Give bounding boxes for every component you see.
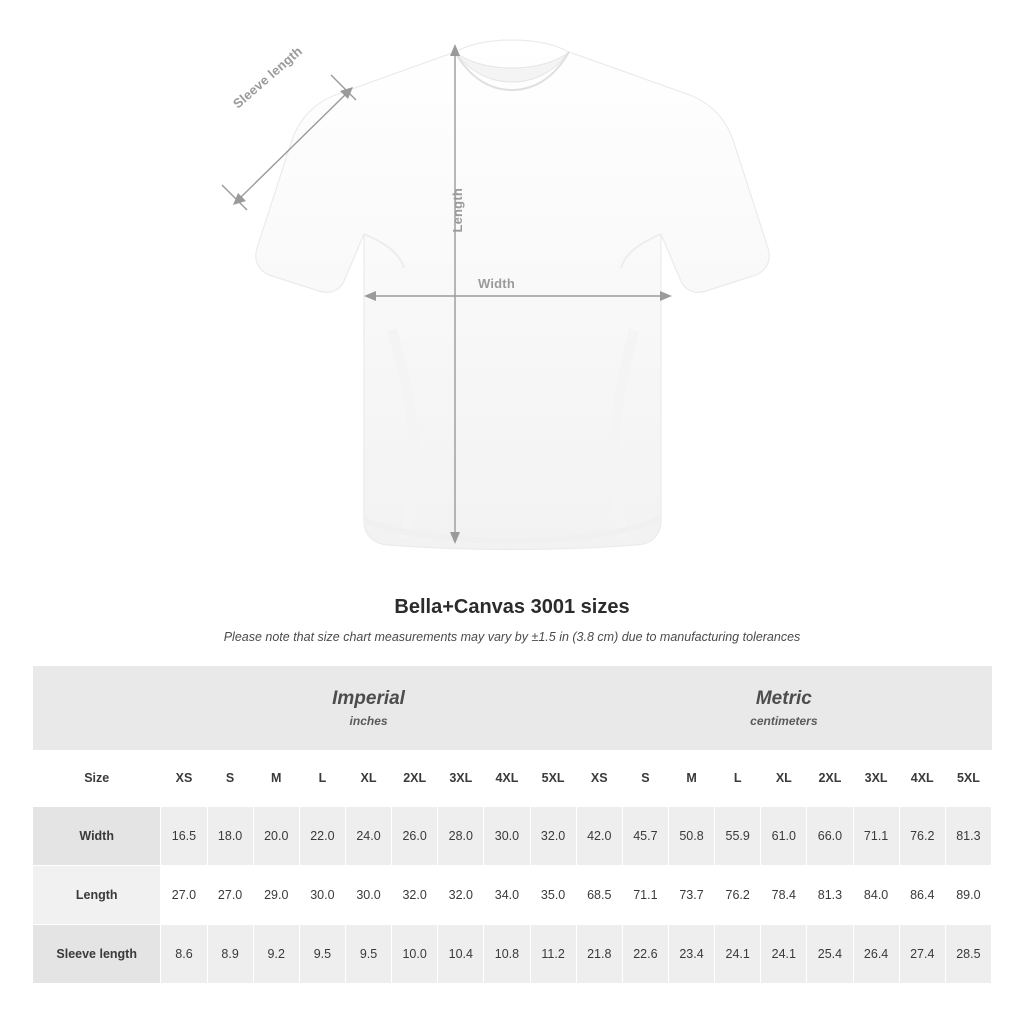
cell-width-metric-l: 55.9 <box>715 806 761 865</box>
unit-group-imperial-name: Imperial <box>332 688 405 710</box>
row-label-length: Length <box>33 865 161 924</box>
cell-length-imperial-xl: 30.0 <box>345 865 391 924</box>
cell-width-imperial-3xl: 28.0 <box>438 806 484 865</box>
cell-width-metric-xl: 61.0 <box>761 806 807 865</box>
table-row <box>33 924 992 983</box>
size-corner-label: Size <box>33 750 161 806</box>
cell-sleeve-length-metric-4xl: 27.4 <box>899 924 945 983</box>
size-header-imperial-l: L <box>299 750 345 806</box>
cell-length-metric-3xl: 84.0 <box>853 865 899 924</box>
cell-length-metric-5xl: 89.0 <box>945 865 991 924</box>
cell-sleeve-length-imperial-2xl: 10.0 <box>392 924 438 983</box>
cell-length-metric-xl: 78.4 <box>761 865 807 924</box>
table-row <box>33 806 992 865</box>
size-header-imperial-3xl: 3XL <box>438 750 484 806</box>
size-header-row <box>33 750 992 806</box>
cell-width-metric-5xl: 81.3 <box>945 806 991 865</box>
cell-sleeve-length-metric-l: 24.1 <box>715 924 761 983</box>
unit-corner-cell <box>33 666 161 750</box>
cell-width-imperial-4xl: 30.0 <box>484 806 530 865</box>
size-header-metric-xl: XL <box>761 750 807 806</box>
cell-width-metric-3xl: 71.1 <box>853 806 899 865</box>
unit-group-metric <box>576 666 991 750</box>
sleeve-length-dimension-label: Sleeve length <box>230 43 306 112</box>
cell-length-imperial-l: 30.0 <box>299 865 345 924</box>
unit-group-metric-name: Metric <box>755 688 812 710</box>
cell-length-imperial-3xl: 32.0 <box>438 865 484 924</box>
page-title: Bella+Canvas 3001 sizes <box>394 596 630 618</box>
size-header-metric-xs: XS <box>576 750 622 806</box>
size-header-imperial-m: M <box>253 750 299 806</box>
cell-width-imperial-2xl: 26.0 <box>392 806 438 865</box>
size-table-wrap <box>32 666 992 984</box>
cell-length-imperial-s: 27.0 <box>207 865 253 924</box>
length-dimension-label: Length <box>450 188 465 233</box>
cell-sleeve-length-metric-s: 22.6 <box>622 924 668 983</box>
width-arrow-head-right <box>660 291 672 301</box>
size-header-metric-2xl: 2XL <box>807 750 853 806</box>
cell-length-imperial-xs: 27.0 <box>161 865 207 924</box>
size-header-metric-4xl: 4XL <box>899 750 945 806</box>
cell-length-imperial-5xl: 35.0 <box>530 865 576 924</box>
cell-length-imperial-2xl: 32.0 <box>392 865 438 924</box>
cell-width-metric-m: 50.8 <box>668 806 714 865</box>
cell-width-metric-2xl: 66.0 <box>807 806 853 865</box>
table-row <box>33 865 992 924</box>
unit-group-metric-sub: centimeters <box>750 714 818 729</box>
cell-sleeve-length-imperial-m: 9.2 <box>253 924 299 983</box>
cell-width-metric-s: 45.7 <box>622 806 668 865</box>
size-header-imperial-xl: XL <box>345 750 391 806</box>
cell-width-metric-4xl: 76.2 <box>899 806 945 865</box>
row-label-sleeve-length: Sleeve length <box>33 924 161 983</box>
cell-sleeve-length-metric-xs: 21.8 <box>576 924 622 983</box>
cell-sleeve-length-metric-3xl: 26.4 <box>853 924 899 983</box>
cell-sleeve-length-imperial-xl: 9.5 <box>345 924 391 983</box>
cell-sleeve-length-imperial-5xl: 11.2 <box>530 924 576 983</box>
size-header-metric-3xl: 3XL <box>853 750 899 806</box>
width-dimension-label: Width <box>478 276 515 291</box>
size-table-body <box>33 806 992 983</box>
cell-sleeve-length-imperial-s: 8.9 <box>207 924 253 983</box>
cell-length-metric-4xl: 86.4 <box>899 865 945 924</box>
cell-sleeve-length-metric-xl: 24.1 <box>761 924 807 983</box>
size-header-metric-5xl: 5XL <box>945 750 991 806</box>
size-header-imperial-4xl: 4XL <box>484 750 530 806</box>
cell-sleeve-length-imperial-xs: 8.6 <box>161 924 207 983</box>
size-header-metric-l: L <box>715 750 761 806</box>
cell-length-metric-xs: 68.5 <box>576 865 622 924</box>
cell-width-imperial-xs: 16.5 <box>161 806 207 865</box>
cell-sleeve-length-imperial-3xl: 10.4 <box>438 924 484 983</box>
cell-width-imperial-xl: 24.0 <box>345 806 391 865</box>
cell-sleeve-length-metric-2xl: 25.4 <box>807 924 853 983</box>
size-header-imperial-2xl: 2XL <box>392 750 438 806</box>
cell-width-imperial-s: 18.0 <box>207 806 253 865</box>
cell-length-metric-s: 71.1 <box>622 865 668 924</box>
row-label-width: Width <box>33 806 161 865</box>
cell-width-imperial-5xl: 32.0 <box>530 806 576 865</box>
cell-length-imperial-4xl: 34.0 <box>484 865 530 924</box>
unit-group-row <box>33 666 992 750</box>
cell-sleeve-length-imperial-l: 9.5 <box>299 924 345 983</box>
tolerance-note: Please note that size chart measurements may vary by ±1.5 in (3.8 cm) due to manufacturing tolerances <box>223 630 801 644</box>
cell-length-metric-m: 73.7 <box>668 865 714 924</box>
unit-group-imperial-sub: inches <box>349 714 388 729</box>
size-header-imperial-xs: XS <box>161 750 207 806</box>
cell-width-metric-xs: 42.0 <box>576 806 622 865</box>
cell-width-imperial-l: 22.0 <box>299 806 345 865</box>
cell-width-imperial-m: 20.0 <box>253 806 299 865</box>
shirt-body <box>256 40 769 550</box>
chart-title-block <box>0 596 1024 644</box>
unit-group-imperial <box>161 666 576 750</box>
cell-length-imperial-m: 29.0 <box>253 865 299 924</box>
size-header-metric-s: S <box>622 750 668 806</box>
size-header-metric-m: M <box>668 750 714 806</box>
cell-length-metric-2xl: 81.3 <box>807 865 853 924</box>
size-chart-table <box>32 666 992 984</box>
size-header-imperial-5xl: 5XL <box>530 750 576 806</box>
cell-sleeve-length-imperial-4xl: 10.8 <box>484 924 530 983</box>
sleeve-tick-bottom <box>222 185 247 210</box>
cell-sleeve-length-metric-5xl: 28.5 <box>945 924 991 983</box>
cell-length-metric-l: 76.2 <box>715 865 761 924</box>
size-header-imperial-s: S <box>207 750 253 806</box>
cell-sleeve-length-metric-m: 23.4 <box>668 924 714 983</box>
